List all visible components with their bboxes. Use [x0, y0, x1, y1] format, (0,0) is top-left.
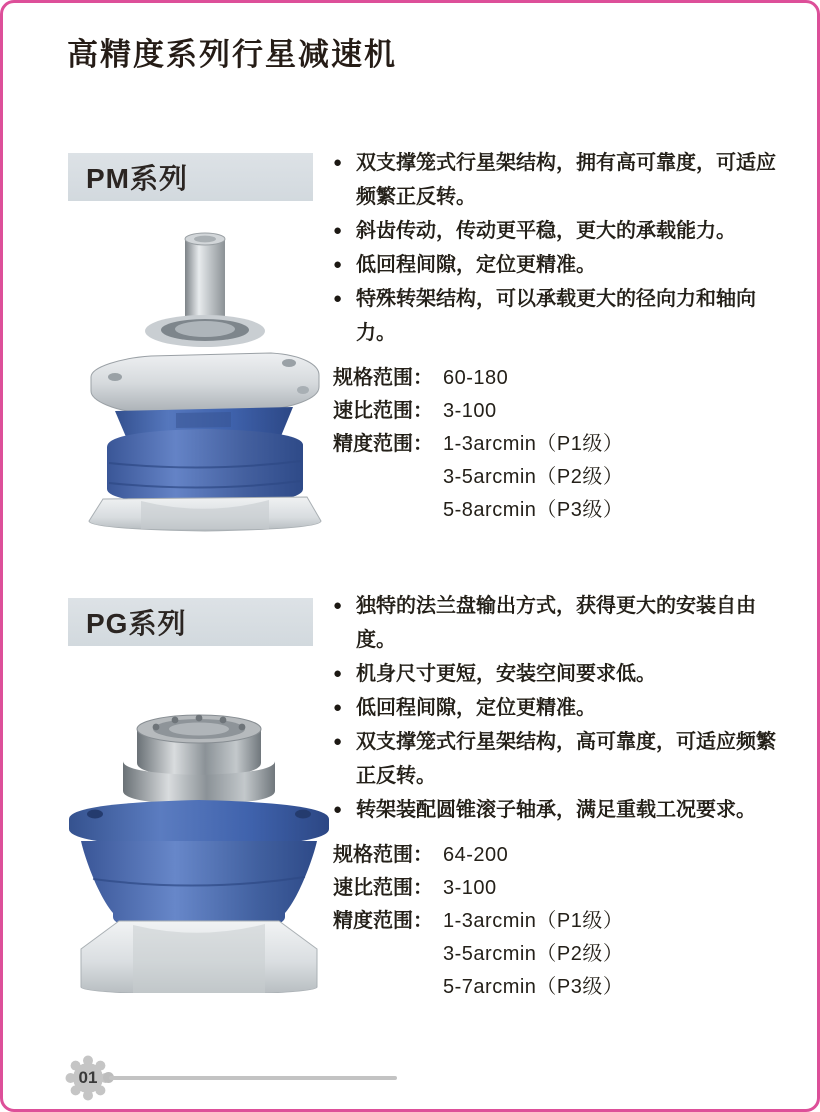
pg-feature-list	[333, 589, 795, 827]
feature-text: 独特的法兰盘输出方式，获得更大的安装自由度。	[356, 595, 756, 651]
pg-series-label-text: PG系列	[86, 608, 187, 639]
spec-value: 64-200	[443, 844, 509, 866]
feature-item	[333, 589, 795, 657]
feature-item	[333, 793, 795, 827]
pg-series-label	[68, 598, 313, 646]
feature-text: 机身尺寸更短，安装空间要求低。	[356, 663, 656, 685]
pm-feature-column	[333, 146, 795, 527]
bullet-icon: ●	[333, 699, 343, 716]
page-number: 01	[78, 1068, 98, 1087]
spec-value: 3-5arcmin（P2级）	[443, 466, 624, 488]
spec-row	[333, 872, 795, 905]
spec-row	[333, 494, 795, 527]
pm-specs	[333, 362, 795, 527]
spec-value: 5-7arcmin（P3级）	[443, 976, 624, 998]
spec-value: 3-100	[443, 400, 497, 422]
spec-label: 精度范围：	[333, 433, 433, 455]
feature-item	[333, 691, 795, 725]
feature-text: 特殊转架结构，可以承载更大的径向力和轴向力。	[356, 288, 756, 344]
spec-value: 1-3arcmin（P1级）	[443, 910, 624, 932]
spec-row	[333, 362, 795, 395]
spec-label: 规格范围：	[333, 844, 433, 866]
spec-row	[333, 938, 795, 971]
spec-row	[333, 461, 795, 494]
bullet-icon: ●	[333, 801, 343, 818]
pm-feature-list	[333, 146, 795, 350]
spec-row	[333, 428, 795, 461]
spec-row	[333, 395, 795, 428]
spec-value: 3-100	[443, 877, 497, 899]
spec-label: 规格范围：	[333, 367, 433, 389]
footer-divider-line	[109, 1076, 397, 1080]
feature-item	[333, 725, 795, 793]
feature-item	[333, 248, 795, 282]
spec-value: 3-5arcmin（P2级）	[443, 943, 624, 965]
pg-product-image	[55, 701, 343, 993]
bullet-icon: ●	[333, 154, 343, 171]
feature-text: 双支撑笼式行星架结构，高可靠度，可适应频繁正反转。	[356, 731, 776, 787]
spec-value: 1-3arcmin（P1级）	[443, 433, 624, 455]
feature-text: 转架装配圆锥滚子轴承，满足重载工况要求。	[356, 799, 756, 821]
bullet-icon: ●	[333, 290, 343, 307]
pm-product-image	[81, 227, 329, 535]
pm-series-label	[68, 153, 313, 201]
feature-text: 低回程间隙，定位更精准。	[356, 254, 596, 276]
feature-item	[333, 214, 795, 248]
feature-item	[333, 146, 795, 214]
feature-item	[333, 657, 795, 691]
spec-value: 5-8arcmin（P3级）	[443, 499, 624, 521]
feature-text: 低回程间隙，定位更精准。	[356, 697, 596, 719]
bullet-icon: ●	[333, 256, 343, 273]
feature-item	[333, 282, 795, 350]
page-title: 高精度系列行星减速机	[67, 37, 397, 72]
spec-row	[333, 839, 795, 872]
bullet-icon: ●	[333, 222, 343, 239]
bullet-icon: ●	[333, 597, 343, 614]
spec-label: 速比范围：	[333, 877, 433, 899]
bullet-icon: ●	[333, 733, 343, 750]
pg-specs	[333, 839, 795, 1004]
feature-text: 双支撑笼式行星架结构，拥有高可靠度，可适应频繁正反转。	[356, 152, 776, 208]
spec-row	[333, 905, 795, 938]
spec-value: 60-180	[443, 367, 509, 389]
bullet-icon: ●	[333, 665, 343, 682]
spec-label: 精度范围：	[333, 910, 433, 932]
feature-text: 斜齿传动，传动更平稳，更大的承载能力。	[356, 220, 736, 242]
pm-series-label-text: PM系列	[86, 163, 189, 194]
spec-row	[333, 971, 795, 1004]
spec-label: 速比范围：	[333, 400, 433, 422]
page-footer	[65, 1055, 765, 1101]
pg-feature-column	[333, 589, 795, 1004]
